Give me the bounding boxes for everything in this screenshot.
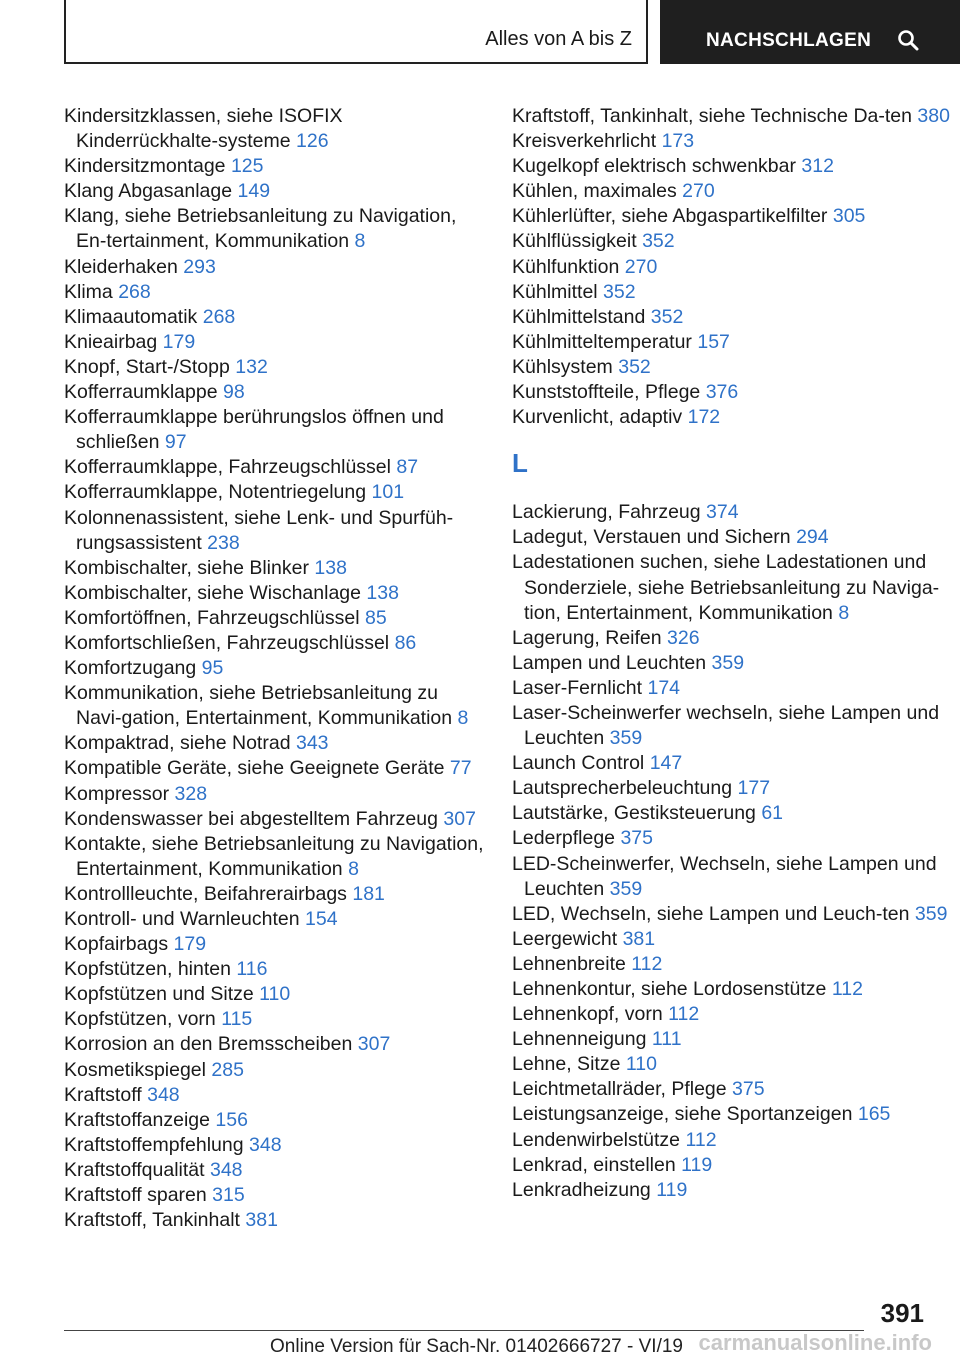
entry-page-link[interactable]: 328 (174, 782, 208, 805)
entry-page-link[interactable]: 305 (832, 205, 866, 228)
entry-page-link[interactable]: 157 (697, 330, 730, 353)
entry-page-link[interactable]: 359 (609, 727, 643, 750)
entry-term: Lehnenneigung (512, 1028, 647, 1051)
index-entry (512, 179, 952, 204)
index-entry (512, 701, 952, 751)
index-entry (64, 204, 484, 254)
entry-page-link[interactable]: 381 (622, 927, 656, 950)
entry-page-link[interactable]: 326 (667, 626, 700, 649)
index-entry (64, 907, 484, 932)
index-entry (64, 1108, 484, 1133)
index-entry (512, 826, 952, 851)
entry-page-link[interactable]: 174 (647, 676, 681, 699)
index-entry (64, 1083, 484, 1108)
entry-term: Kombischalter, siehe Blinker (64, 556, 309, 579)
index-entry (512, 204, 952, 229)
entry-term: Kleiderhaken (64, 255, 178, 278)
index-entry (64, 280, 484, 305)
entry-page-link[interactable]: 98 (222, 381, 245, 404)
index-entry (512, 776, 952, 801)
index-entry (64, 1032, 484, 1057)
entry-page-link[interactable]: 8 (457, 707, 469, 730)
entry-page-link[interactable]: 352 (642, 230, 675, 253)
index-entry (64, 1183, 484, 1208)
index-entry (64, 330, 484, 355)
index-entry (64, 932, 484, 957)
entry-page-link[interactable]: 61 (761, 802, 784, 825)
section-title: Alles von A bis Z (485, 28, 632, 50)
index-entry (64, 756, 484, 781)
entry-term: Kraftstoffanzeige (64, 1108, 210, 1131)
entry-page-link[interactable]: 177 (737, 777, 771, 800)
entry-term: LED, Wechseln, siehe Lampen und Leuch-ten (512, 902, 910, 925)
index-entry (512, 801, 952, 826)
entry-term: Kühlflüssigkeit (512, 230, 637, 253)
index-entry (64, 556, 484, 581)
entry-page-link[interactable]: 116 (236, 958, 268, 981)
entry-term: Laser-Fernlicht (512, 676, 643, 699)
index-entry (64, 104, 484, 154)
index-column-right (512, 104, 952, 1203)
entry-page-link[interactable]: 125 (230, 155, 264, 178)
entry-page-link[interactable]: 348 (249, 1133, 282, 1156)
index-entry (512, 525, 952, 550)
entry-page-link[interactable]: 375 (620, 827, 653, 850)
entry-term: Kraftstoff sparen (64, 1184, 207, 1207)
entry-term: Lehnenkontur, siehe Lordosenstütze (512, 978, 827, 1000)
index-entry (64, 380, 484, 405)
entry-page-link[interactable]: 119 (681, 1153, 713, 1176)
index-entry (512, 1178, 952, 1203)
entry-page-link[interactable]: 111 (651, 1028, 682, 1051)
index-entry (512, 405, 952, 430)
index-entry (64, 606, 484, 631)
entry-term: Kühlsystem (512, 355, 613, 378)
index-entry (64, 1133, 484, 1158)
index-entry (512, 280, 952, 305)
entry-page-link[interactable]: 374 (706, 501, 739, 524)
entry-page-link[interactable]: 138 (366, 581, 399, 604)
entry-term: Kofferraumklappe, Fahrzeugschlüssel (64, 456, 391, 479)
index-entry (512, 1002, 952, 1027)
index-group-k (512, 104, 952, 430)
index-entry (64, 480, 484, 505)
entry-term: Kofferraumklappe berührungslos öffnen und schließen (64, 406, 444, 454)
entry-page-link[interactable]: 77 (449, 757, 472, 780)
entry-term: Lautstärke, Gestiksteuerung (512, 802, 756, 825)
entry-page-link[interactable]: 156 (215, 1108, 248, 1131)
entry-term: Kraftstoff, Tankinhalt (64, 1209, 240, 1232)
entry-page-link[interactable]: 307 (443, 807, 476, 830)
entry-term: Kofferraumklappe (64, 381, 218, 404)
entry-term: Kühlmittelstand (512, 305, 646, 328)
index-entry (64, 631, 484, 656)
entry-term: Kühlen, maximales (512, 180, 677, 203)
entry-term: Lampen und Leuchten (512, 651, 707, 674)
index-entry (512, 500, 952, 525)
entry-page-link[interactable]: 173 (661, 130, 695, 153)
entry-term: Kontroll- und Warnleuchten (64, 908, 300, 930)
entry-term: Kompatible Geräte, siehe Geeignete Geräte (64, 757, 445, 780)
index-entry (64, 832, 484, 882)
entry-page-link[interactable]: 270 (682, 180, 715, 203)
entry-term: Lendenwirbelstütze (512, 1128, 681, 1151)
entry-term: Kunststoffteile, Pflege (512, 381, 701, 404)
entry-term: Kopfairbags (64, 933, 169, 956)
index-entry (512, 305, 952, 330)
entry-term: Kommunikation, siehe Betriebsanleitung zu Navi-gation, Entertainment, Kommunikation (64, 682, 453, 730)
entry-term: Lenkrad, einstellen (512, 1153, 676, 1176)
entry-term: Lenkradheizung (512, 1178, 651, 1201)
entry-term: Kopfstützen, hinten (64, 958, 231, 981)
index-entry (64, 179, 484, 204)
index-entry (64, 455, 484, 480)
entry-term: Knopf, Start-/Stopp (64, 355, 230, 378)
entry-term: Klang, siehe Betriebsanleitung zu Navigation, En-tertainment, Kommunikation (64, 205, 457, 253)
header-section-box (64, 0, 648, 64)
index-entry (512, 751, 952, 776)
index-entry (64, 581, 484, 606)
entry-term: Lehnenbreite (512, 952, 626, 975)
entry-term: Kraftstoff, Tankinhalt, siehe Technische Da-ten (512, 105, 912, 127)
footer-version: Online Version für Sach-Nr. 01402666727 - VI/19 (270, 1336, 683, 1357)
entry-term: Leergewicht (512, 927, 618, 950)
entry-page-link[interactable]: 112 (668, 1003, 700, 1026)
index-entry (512, 104, 952, 129)
entry-page-link[interactable]: 352 (618, 355, 651, 378)
entry-term: Kontrollleuchte, Beifahrerairbags (64, 882, 347, 905)
index-entry (64, 807, 484, 832)
entry-page-link[interactable]: 285 (211, 1058, 244, 1081)
entry-page-link[interactable]: 348 (209, 1158, 243, 1181)
index-entry (512, 380, 952, 405)
entry-page-link[interactable]: 8 (354, 230, 366, 253)
nachschlagen-tab[interactable] (660, 0, 960, 64)
index-entry (512, 1077, 952, 1102)
index-entry (64, 1158, 484, 1183)
entry-term: Kraftstoffqualität (64, 1158, 205, 1181)
index-entry (64, 506, 484, 556)
entry-page-link[interactable]: 97 (164, 431, 187, 454)
index-entry (512, 355, 952, 380)
entry-page-link[interactable]: 101 (371, 481, 405, 504)
search-icon[interactable] (896, 28, 920, 52)
entry-term: Lagerung, Reifen (512, 626, 662, 649)
section-letter: L (512, 448, 528, 479)
entry-page-link[interactable]: 154 (305, 908, 338, 930)
entry-page-link[interactable]: 307 (357, 1033, 391, 1056)
index-entry (64, 305, 484, 330)
entry-term: Kühlmittel (512, 280, 598, 303)
entry-page-link[interactable]: 119 (656, 1178, 688, 1201)
entry-term: Ladegut, Verstauen und Sichern (512, 526, 791, 549)
index-entry (512, 1052, 952, 1077)
entry-page-link[interactable]: 238 (207, 531, 240, 554)
entry-page-link[interactable]: 165 (857, 1103, 891, 1126)
entry-term: Kühlerlüfter, siehe Abgaspartikelfilter (512, 205, 828, 228)
entry-term: Kopfstützen und Sitze (64, 983, 254, 1006)
entry-page-link[interactable]: 147 (649, 752, 683, 775)
index-entry (512, 902, 952, 927)
entry-term: Kolonnenassistent, siehe Lenk- und Spurfüh-rungsassistent (64, 506, 454, 554)
index-entry (512, 1027, 952, 1052)
index-entry (64, 1208, 484, 1233)
entry-page-link[interactable]: 352 (603, 280, 636, 303)
entry-page-link[interactable]: 179 (162, 330, 196, 353)
entry-page-link[interactable]: 85 (364, 606, 387, 629)
entry-term: Kombischalter, siehe Wischanlage (64, 581, 361, 604)
index-entry (512, 1153, 952, 1178)
entry-page-link[interactable]: 112 (685, 1128, 717, 1151)
index-entry (512, 1128, 952, 1153)
index-entry (512, 676, 952, 701)
entry-page-link[interactable]: 270 (624, 255, 658, 278)
index-entry (64, 1058, 484, 1083)
entry-page-link[interactable]: 381 (245, 1209, 278, 1232)
entry-term: LED-Scheinwerfer, Wechseln, siehe Lampen und Leuchten (512, 852, 937, 900)
entry-term: Launch Control (512, 752, 645, 775)
entry-page-link[interactable]: 8 (838, 601, 850, 624)
index-entry (512, 154, 952, 179)
entry-page-link[interactable]: 138 (314, 556, 347, 579)
entry-page-link[interactable]: 179 (173, 933, 207, 956)
index-entry (512, 952, 952, 977)
entry-term: Leistungsanzeige, siehe Sportanzeigen (512, 1103, 853, 1126)
entry-term: Kompressor (64, 782, 170, 805)
index-entry (64, 1007, 484, 1032)
entry-term: Kontakte, siehe Betriebsanleitung zu Navigation, Entertainment, Kommunikation (64, 832, 484, 880)
entry-term: Klimaautomatik (64, 305, 198, 328)
entry-page-link[interactable]: 149 (237, 180, 271, 203)
entry-term: Kraftstoffempfehlung (64, 1133, 244, 1156)
index-entry (512, 977, 952, 1002)
entry-page-link[interactable]: 112 (831, 978, 863, 1000)
index-entry (64, 255, 484, 280)
entry-term: Kompaktrad, siehe Notrad (64, 732, 291, 755)
entry-term: Lautsprecherbeleuchtung (512, 777, 733, 800)
index-entry (512, 651, 952, 676)
index-entry (64, 982, 484, 1007)
entry-term: Komfortöffnen, Fahrzeugschlüssel (64, 606, 360, 629)
index-entry (64, 782, 484, 807)
entry-term: Kindersitzmontage (64, 155, 226, 178)
entry-term: Kurvenlicht, adaptiv (512, 406, 683, 429)
entry-term: Lehnenkopf, vorn (512, 1003, 663, 1026)
entry-page-link[interactable]: 95 (201, 657, 224, 680)
entry-page-link[interactable]: 268 (202, 305, 236, 328)
entry-page-link[interactable]: 110 (625, 1053, 657, 1076)
entry-term: Kondenswasser bei abgestelltem Fahrzeug (64, 807, 438, 830)
entry-page-link[interactable]: 87 (396, 456, 419, 479)
entry-page-link[interactable]: 312 (801, 155, 834, 178)
index-group-l (512, 500, 952, 1203)
entry-term: Korrosion an den Bremsscheiben (64, 1033, 353, 1056)
entry-page-link[interactable]: 172 (687, 406, 721, 429)
entry-term: Kindersitzklassen, siehe ISOFIX Kinderrückhalte-systeme (64, 105, 343, 153)
entry-page-link[interactable]: 375 (732, 1078, 765, 1101)
entry-term: Kühlfunktion (512, 255, 620, 278)
entry-page-link[interactable]: 110 (259, 983, 291, 1006)
entry-page-link[interactable]: 115 (221, 1008, 253, 1031)
entry-term: Klang Abgasanlage (64, 180, 233, 203)
entry-term: Kosmetikspiegel (64, 1058, 206, 1081)
entry-page-link[interactable]: 359 (711, 651, 745, 674)
index-entry (512, 927, 952, 952)
index-entry (512, 1102, 952, 1127)
entry-page-link[interactable]: 112 (631, 952, 663, 975)
watermark: carmanualsonline.info (698, 1330, 932, 1355)
entry-term: Kofferraumklappe, Notentriegelung (64, 481, 367, 504)
index-entry (512, 852, 952, 902)
index-entry (64, 656, 484, 681)
entry-page-link[interactable]: 343 (295, 732, 329, 755)
entry-term: Knieairbag (64, 330, 158, 353)
index-entry (64, 405, 484, 455)
entry-page-link[interactable]: 8 (348, 857, 359, 880)
entry-term: Lehne, Sitze (512, 1053, 621, 1076)
entry-page-link[interactable]: 132 (235, 355, 268, 378)
entry-term: Ladestationen suchen, siehe Ladestationen und Sonderziele, siehe Betriebsanleitung zu Naviga-tion, Entertainment, Kommunikation (512, 551, 940, 624)
entry-page-link[interactable]: 315 (212, 1184, 245, 1207)
entry-term: Komfortschließen, Fahrzeugschlüssel (64, 631, 390, 654)
index-entry (512, 255, 952, 280)
entry-page-link[interactable]: 126 (296, 130, 329, 153)
index-entry (64, 957, 484, 982)
entry-page-link[interactable]: 268 (118, 280, 151, 303)
index-entry (512, 626, 952, 651)
entry-page-link[interactable]: 352 (650, 305, 684, 328)
entry-page-link[interactable]: 348 (147, 1083, 180, 1106)
entry-term: Komfortzugang (64, 657, 197, 680)
index-entry (64, 154, 484, 179)
entry-term: Kreisverkehrlicht (512, 130, 657, 153)
entry-page-link[interactable]: 294 (796, 526, 829, 549)
entry-page-link[interactable]: 293 (183, 255, 216, 278)
index-column-left (64, 104, 484, 1233)
entry-page-link[interactable]: 181 (352, 882, 385, 905)
index-entry (64, 882, 484, 907)
entry-page-link[interactable]: 86 (394, 631, 417, 654)
entry-term: Leichtmetallräder, Pflege (512, 1078, 727, 1101)
entry-term: Lederpflege (512, 827, 616, 850)
entry-term: Kopfstützen, vorn (64, 1008, 216, 1031)
index-entry (512, 330, 952, 355)
index-entry (512, 550, 952, 625)
index-entry (64, 681, 484, 731)
entry-term: Kraftstoff (64, 1083, 142, 1106)
tab-label: NACHSCHLAGEN (706, 30, 872, 51)
index-entry (64, 731, 484, 756)
index-entry (64, 355, 484, 380)
page-number: 391 (880, 1298, 924, 1328)
entry-page-link[interactable]: 359 (609, 877, 643, 900)
entry-page-link[interactable]: 376 (705, 381, 739, 404)
entry-term: Lackierung, Fahrzeug (512, 501, 701, 524)
entry-term: Kugelkopf elektrisch schwenkbar (512, 155, 796, 178)
entry-page-link[interactable]: 380 (917, 105, 950, 127)
index-entry (512, 129, 952, 154)
index-entry (512, 229, 952, 254)
entry-term: Klima (64, 280, 113, 303)
entry-page-link[interactable]: 359 (914, 902, 948, 925)
entry-term: Kühlmitteltemperatur (512, 330, 692, 353)
entry-term: Laser-Scheinwerfer wechseln, siehe Lampen und Leuchten (512, 701, 940, 750)
